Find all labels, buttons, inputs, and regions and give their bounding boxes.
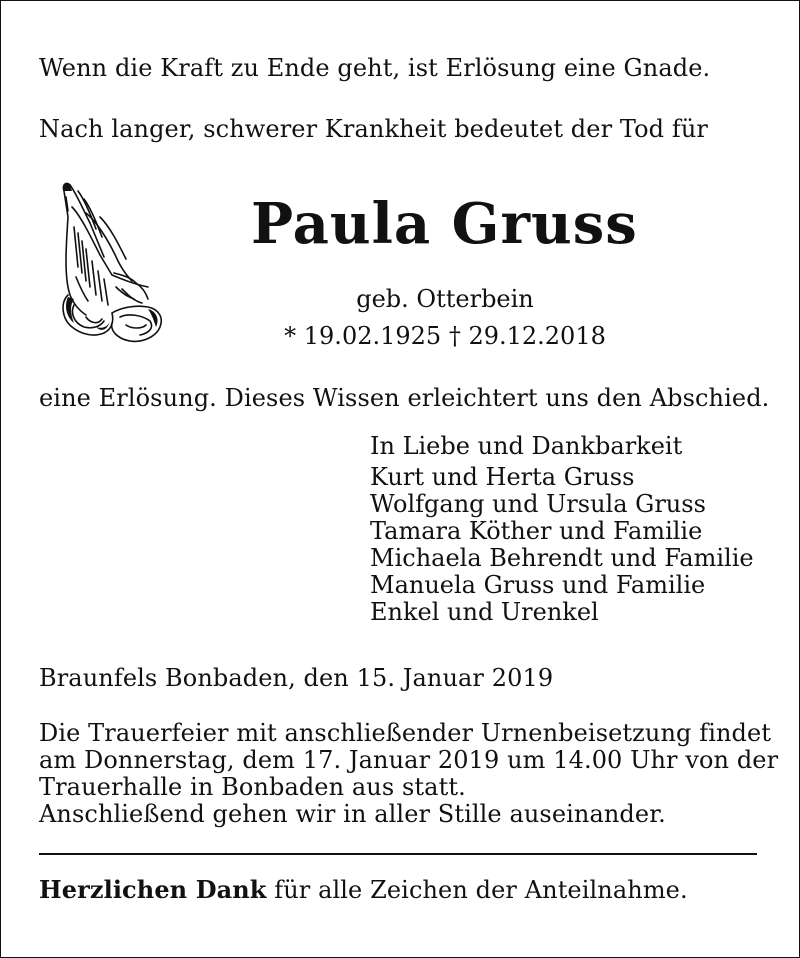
mourner-name: Manuela Gruss und Familie (370, 571, 706, 599)
continuation-line: eine Erlösung. Dieses Wissen erleichtert uns den Abschied. (39, 384, 770, 412)
life-dates: * 19.02.1925 † 29.12.2018 (284, 322, 606, 350)
mourners-intro: In Liebe und Dankbarkeit (370, 432, 683, 460)
closing-bold: Herzlichen Dank (39, 875, 267, 904)
ceremony-line-2: am Donnerstag, dem 17. Januar 2019 um 14.00 Uhr von der (39, 746, 779, 774)
ceremony-line-1: Die Trauerfeier mit anschließender Urnenbeisetzung findet (39, 719, 772, 747)
mourner-name: Kurt und Herta Gruss (370, 463, 635, 491)
ceremony-line-3: Trauerhalle in Bonbaden aus statt. (39, 773, 466, 801)
ceremony-line-4: Anschließend gehen wir in aller Stille auseinander. (39, 800, 666, 828)
mourner-name: Tamara Köther und Familie (370, 517, 703, 545)
intro-line-1: Wenn die Kraft zu Ende geht, ist Erlösung eine Gnade. (39, 54, 711, 82)
mourners-list (370, 433, 754, 626)
divider (39, 853, 757, 855)
closing-rest: für alle Zeichen der Anteilnahme. (266, 876, 688, 904)
praying-hands-icon (56, 177, 168, 355)
maiden-name: geb. Otterbein (356, 285, 534, 313)
mourner-name: Michaela Behrendt und Familie (370, 544, 754, 572)
mourner-name: Enkel und Urenkel (370, 598, 599, 626)
deceased-name: Paula Gruss (251, 191, 638, 257)
mourner-name: Wolfgang und Ursula Gruss (370, 490, 706, 518)
intro-line-2: Nach langer, schwerer Krankheit bedeutet der Tod für (39, 115, 708, 143)
place-and-date: Braunfels Bonbaden, den 15. Januar 2019 (39, 664, 554, 692)
closing-line (39, 876, 688, 904)
